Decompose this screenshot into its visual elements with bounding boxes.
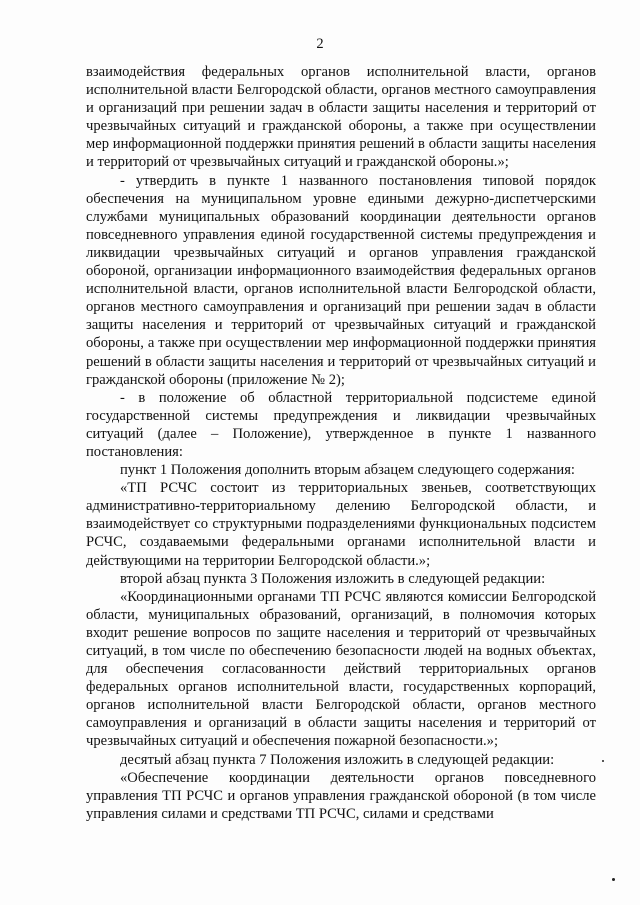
paragraph-point-1: пункт 1 Положения дополнить вторым абзацем следующего содержания: bbox=[120, 462, 575, 479]
page-number: 2 bbox=[316, 36, 324, 52]
scan-speck bbox=[612, 878, 615, 881]
paragraph-point-7: десятый абзац пункта 7 Положения изложить в следующей редакции: bbox=[120, 751, 555, 768]
paragraph-point-7-content: «Обеспечение координации деятельности органов повседневного управления ТП РСЧС и органов управления гражданской обороной (в том числе управления силами и средствами ТП РСЧС, силами и средствами bbox=[86, 769, 596, 822]
document-body bbox=[86, 63, 596, 823]
scan-speck bbox=[602, 760, 604, 762]
paragraph-approve-procedure: - утвердить в пункте 1 названного постановления типовой порядок обеспечения на муниципальном уровне едиными дежурно-диспетчерскими службами муниципальных образований координации деятельности органов повседневного управления единой государственной системы предупреждения и ликвидации чрезвычайных ситуаций и органов управления гражданской обороной, организации информационного взаимодействия федеральных органов исполнительной власти, органов исполнительной власти Белгородской области, органов местного самоуправления и организаций при решении задач в области защиты населения и территорий от чрезвычайных ситуаций и гражданской обороны, а также при осуществлении мер информационной поддержки принятия решений в области защиты населения и территорий от чрезвычайных ситуаций и гражданской обороны (приложение № 2); bbox=[86, 172, 596, 388]
paragraph-point-3-content: «Координационными органами ТП РСЧС являются комиссии Белгородской области, муниципальных образований, организаций, в полномочия которых входит решение вопросов по защите населения и территорий от чрезвычайных ситуаций, в том числе по обеспечению безопасности людей на водных объектах, для обеспечения согласованности действий территориальных органов федеральных органов исполнительной власти, государственных корпораций, органов исполнительной власти Белгородской области, органов местного самоуправления и организаций в области защиты населения и территорий от чрезвычайных ситуаций и обеспечения пожарной безопасности.»; bbox=[86, 588, 596, 750]
paragraph-regulation-amendment: - в положение об областной территориальной подсистеме единой государственной системы предупреждения и ликвидации чрезвычайных ситуаций (далее – Положение), утвержденное в пункте 1 названного постановления: bbox=[86, 389, 596, 460]
paragraph-point-1-content: «ТП РСЧС состоит из территориальных звеньев, соответствующих административно-территориальному делению Белгородской области, и взаимодействует со структурными подразделениями функциональных подсистем РСЧС, создаваемыми федеральными органами исполнительной власти и действующими на территории Белгородской области.»; bbox=[86, 480, 596, 569]
paragraph-point-3: второй абзац пункта 3 Положения изложить в следующей редакции: bbox=[120, 570, 546, 587]
paragraph-continuation: взаимодействия федеральных органов исполнительной власти, органов исполнительной власти Белгородской области, органов местного самоуправления и организаций при решении задач в области защиты населения и территорий от чрезвычайных ситуаций и гражданской обороны, а также при осуществлении мер информационной поддержки принятия решений в области защиты населения и территорий от чрезвычайных ситуаций и гражданской обороны.»; bbox=[86, 64, 596, 171]
